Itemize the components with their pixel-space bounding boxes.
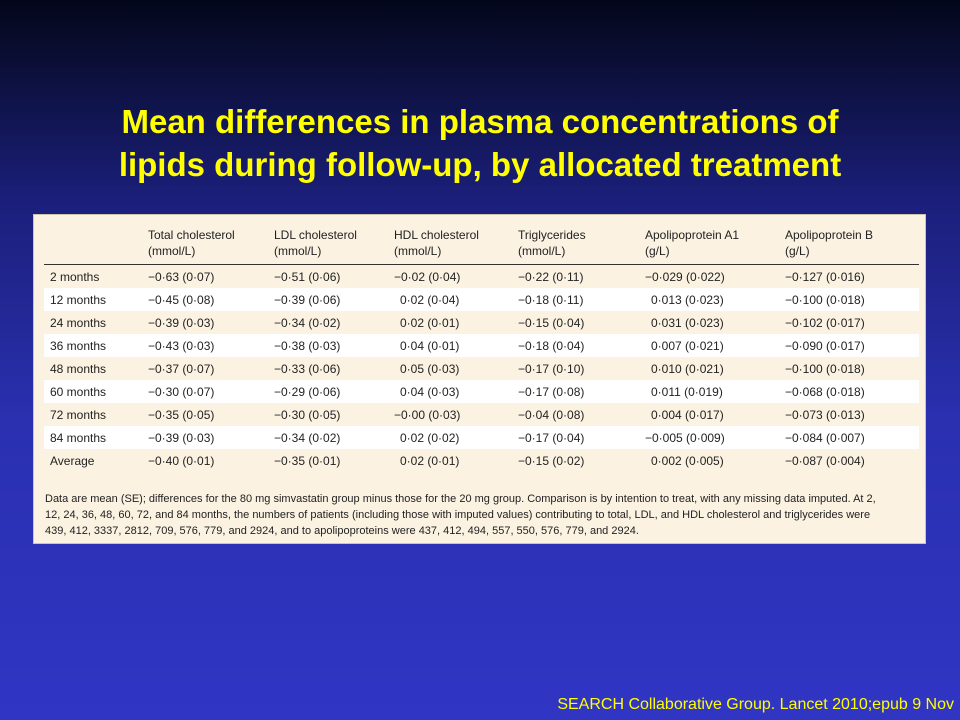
cell-triglycerides: −0·15 (0·04) (518, 315, 585, 330)
cell-apolipoprotein-b: −0·100 (0·018) (785, 361, 865, 376)
column-header-row-label (44, 225, 148, 265)
row-label: 36 months (44, 334, 148, 357)
cell-hdl-cholesterol: −0·02 (0·04) (394, 269, 461, 284)
table-row (44, 334, 919, 357)
slide-title-line-2: lipids during follow-up, by allocated treatment (118, 146, 842, 183)
cell-ldl-cholesterol: −0·30 (0·05) (274, 407, 341, 422)
cell-triglycerides: −0·18 (0·11) (518, 288, 645, 311)
cell-triglycerides: −0·17 (0·04) (518, 426, 645, 449)
cell-apolipoprotein-b: −0·073 (0·013) (785, 407, 865, 422)
row-label: 72 months (50, 407, 107, 422)
cell-total-cholesterol: −0·45 (0·08) (148, 288, 274, 311)
row-label: 84 months (44, 426, 148, 449)
cell-total-cholesterol: −0·63 (0·07) (148, 269, 215, 284)
column-header-ldl-cholesterol: LDL cholesterol (mmol/L) (274, 225, 394, 265)
column-header-total-cholesterol: Total cholesterol (mmol/L) (148, 225, 274, 265)
table-row (44, 449, 919, 472)
cell-hdl-cholesterol: 0·04 (0·03) (394, 380, 518, 403)
column-header-apolipoprotein-a1: Apolipoprotein A1 (g/L) (645, 225, 785, 265)
cell-apolipoprotein-b: −0·127 (0·016) (785, 269, 865, 284)
cell-ldl-cholesterol: −0·35 (0·01) (274, 453, 341, 468)
cell-hdl-cholesterol: 0·04 (0·01) (394, 334, 518, 357)
cell-apolipoprotein-a1: 0·007 (0·021) (645, 334, 785, 357)
cell-total-cholesterol: −0·43 (0·03) (148, 334, 274, 357)
cell-apolipoprotein-b: −0·090 (0·017) (785, 334, 919, 357)
cell-apolipoprotein-b: −0·100 (0·018) (785, 288, 919, 311)
table-footnote (45, 491, 920, 539)
slide-title-line-1: Mean differences in plasma concentrations of (121, 103, 839, 140)
table-row (44, 403, 919, 426)
table-row (44, 265, 919, 289)
cell-triglycerides: −0·17 (0·08) (518, 380, 645, 403)
cell-hdl-cholesterol: 0·02 (0·04) (394, 288, 518, 311)
cell-apolipoprotein-a1: 0·010 (0·021) (651, 361, 724, 376)
row-label: 48 months (50, 361, 107, 376)
row-label: 60 months (44, 380, 148, 403)
cell-hdl-cholesterol: 0·02 (0·01) (400, 315, 460, 330)
cell-hdl-cholesterol: −0·00 (0·03) (394, 407, 461, 422)
cell-ldl-cholesterol: −0·34 (0·02) (274, 315, 341, 330)
cell-total-cholesterol: −0·39 (0·03) (148, 315, 215, 330)
slide-title (0, 100, 960, 186)
cell-hdl-cholesterol: 0·02 (0·01) (400, 453, 460, 468)
table-row (44, 311, 919, 334)
cell-apolipoprotein-b: −0·068 (0·018) (785, 380, 919, 403)
cell-apolipoprotein-b: −0·102 (0·017) (785, 315, 865, 330)
cell-apolipoprotein-a1: 0·004 (0·017) (651, 407, 724, 422)
cell-ldl-cholesterol: −0·34 (0·02) (274, 426, 394, 449)
citation: SEARCH Collaborative Group. Lancet 2010;epub 9 Nov (557, 696, 954, 713)
cell-triglycerides: −0·17 (0·10) (518, 361, 585, 376)
cell-total-cholesterol: −0·35 (0·05) (148, 407, 215, 422)
cell-apolipoprotein-a1: 0·002 (0·005) (651, 453, 724, 468)
column-header-apolipoprotein-b: Apolipoprotein B (g/L) (785, 225, 919, 265)
cell-triglycerides: −0·22 (0·11) (518, 269, 584, 284)
row-label: 2 months (50, 269, 100, 284)
cell-ldl-cholesterol: −0·29 (0·06) (274, 380, 394, 403)
cell-apolipoprotein-b: −0·084 (0·007) (785, 426, 919, 449)
cell-apolipoprotein-a1: 0·011 (0·019) (645, 380, 785, 403)
table-row (44, 426, 919, 449)
footnote-line-3: 439, 412, 3337, 2812, 709, 576, 779, and 2924, and to apolipoproteins were 437, 412, 494, 557, 550, 576, 779, and 2924. (45, 525, 639, 537)
cell-ldl-cholesterol: −0·33 (0·06) (274, 361, 341, 376)
cell-total-cholesterol: −0·40 (0·01) (148, 453, 215, 468)
cell-triglycerides: −0·15 (0·02) (518, 453, 585, 468)
table-header-row (44, 225, 919, 265)
cell-hdl-cholesterol: 0·02 (0·02) (394, 426, 518, 449)
cell-triglycerides: −0·04 (0·08) (518, 407, 585, 422)
table-row (44, 357, 919, 380)
row-label: 24 months (50, 315, 107, 330)
column-header-hdl-cholesterol: HDL cholesterol (mmol/L) (394, 225, 518, 265)
cell-ldl-cholesterol: −0·38 (0·03) (274, 334, 394, 357)
footnote-line-1: Data are mean (SE); differences for the 80 mg simvastatin group minus those for the 20 mg group. Comparison is by intention to treat, with any missing data imputed. At 2, (45, 493, 876, 505)
cell-total-cholesterol: −0·37 (0·07) (148, 361, 215, 376)
cell-total-cholesterol: −0·39 (0·03) (148, 426, 274, 449)
cell-ldl-cholesterol: −0·51 (0·06) (274, 269, 341, 284)
row-label: Average (50, 453, 95, 468)
cell-apolipoprotein-a1: −0·005 (0·009) (645, 426, 785, 449)
cell-apolipoprotein-a1: −0·029 (0·022) (645, 269, 725, 284)
lipid-differences-table (44, 225, 919, 472)
cell-apolipoprotein-a1: 0·031 (0·023) (651, 315, 724, 330)
table-row (44, 288, 919, 311)
table-row (44, 380, 919, 403)
row-label: 12 months (44, 288, 148, 311)
cell-ldl-cholesterol: −0·39 (0·06) (274, 288, 394, 311)
column-header-triglycerides: Triglycerides (mmol/L) (518, 225, 645, 265)
cell-hdl-cholesterol: 0·05 (0·03) (400, 361, 460, 376)
footnote-line-2: 12, 24, 36, 48, 60, 72, and 84 months, the numbers of patients (including those with imputed values) contributing to total, LDL, and HDL cholesterol and triglycerides were (45, 509, 871, 521)
table-panel (33, 214, 926, 544)
cell-apolipoprotein-b: −0·087 (0·004) (785, 453, 865, 468)
cell-triglycerides: −0·18 (0·04) (518, 334, 645, 357)
cell-apolipoprotein-a1: 0·013 (0·023) (645, 288, 785, 311)
cell-total-cholesterol: −0·30 (0·07) (148, 380, 274, 403)
